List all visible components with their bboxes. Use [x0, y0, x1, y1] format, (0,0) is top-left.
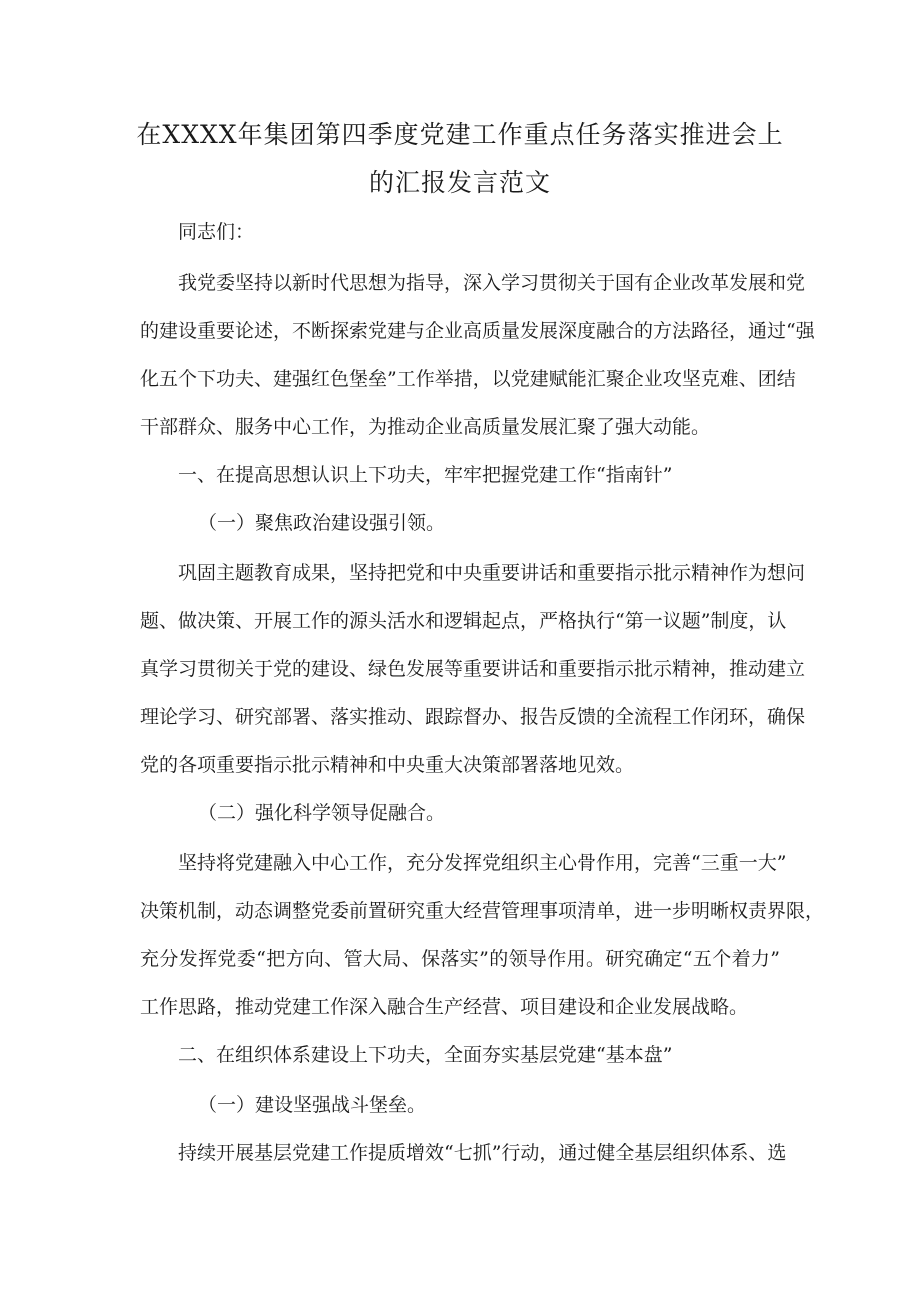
paragraph-line: 我党委坚持以新时代思想为指导，深入学习贯彻关于国有企业改革发展和党 — [178, 272, 806, 294]
subsection-heading: （二）强化科学领导促融合。 — [198, 802, 446, 824]
paragraph-line: 充分发挥党委“把方向、管大局、保落实”的领导作用。研究确定“五个着力” — [140, 948, 780, 970]
paragraph-line: 工作思路，推动党建工作深入融合生产经营、项目建设和企业发展战略。 — [140, 996, 749, 1018]
paragraph-line: 的建设重要论述，不断探索党建与企业高质量发展深度融合的方法路径，通过“强 — [140, 320, 815, 342]
section-heading: 一、在提高思想认识上下功夫，牢牢把握党建工作“指南针” — [178, 464, 673, 486]
paragraph-line: 巩固主题教育成果，坚持把党和中央重要讲话和重要指示批示精神作为想问 — [178, 562, 806, 584]
paragraph-line: 化五个下功夫、建强红色堡垒”工作举措，以党建赋能汇聚企业攻坚克难、团结 — [140, 368, 796, 390]
paragraph-line: 干部群众、服务中心工作，为推动企业高质量发展汇聚了强大动能。 — [140, 416, 711, 438]
paragraph-line: 理论学习、研究部署、落实推动、跟踪督办、报告反馈的全流程工作闭环，确保 — [140, 706, 806, 728]
paragraph-line: 题、做决策、开展工作的源头活水和逻辑起点，严格执行“第一议题”制度，认 — [140, 610, 787, 632]
paragraph-line: 真学习贯彻关于党的建设、绿色发展等重要讲话和重要指示批示精神，推动建立 — [140, 658, 806, 680]
paragraph-line: 坚持将党建融入中心工作，充分发挥党组织主心骨作用，完善“三重一大” — [178, 852, 787, 874]
subsection-heading: （一）建设坚强战斗堡垒。 — [198, 1094, 427, 1116]
paragraph-line: 持续开展基层党建工作提质增效“七抓”行动，通过健全基层组织体系、选 — [178, 1142, 787, 1164]
salutation: 同志们： — [178, 221, 255, 243]
subsection-heading: （一）聚焦政治建设强引领。 — [198, 512, 446, 534]
paragraph-line: 党的各项重要指示批示精神和中央重大决策部署落地见效。 — [140, 754, 635, 776]
section-heading: 二、在组织体系建设上下功夫，全面夯实基层党建“基本盘” — [178, 1044, 673, 1066]
document-title-line-1: 在XXXX年集团第四季度党建工作重点任务落实推进会上 — [136, 120, 784, 149]
document-title-line-2: 的汇报发言范文 — [368, 168, 551, 197]
paragraph-line: 决策机制，动态调整党委前置研究重大经营管理事项清单，进一步明晰权责界限， — [140, 900, 825, 922]
